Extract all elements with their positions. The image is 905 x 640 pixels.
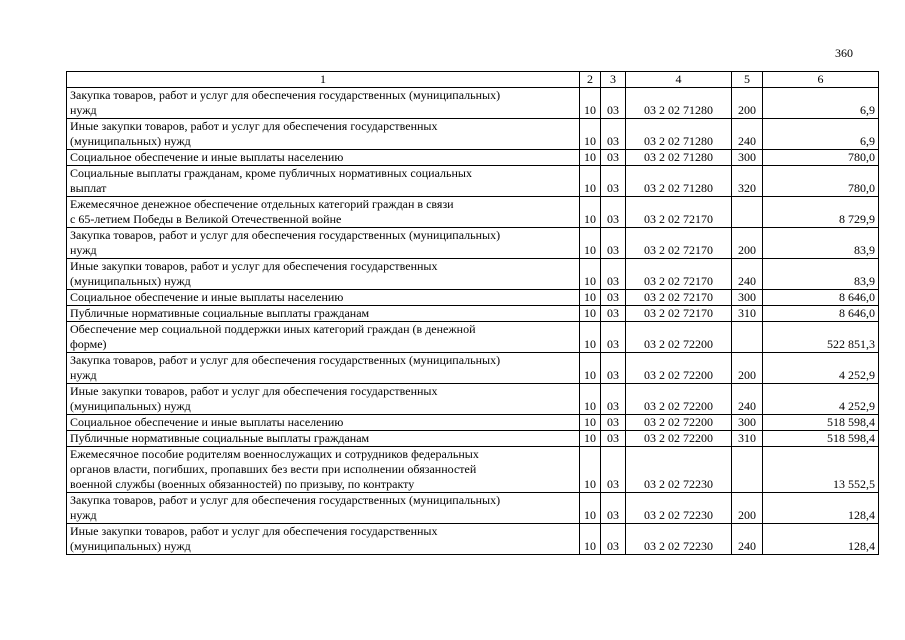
row-target-article: 03 2 02 72170 xyxy=(626,259,732,290)
row-section: 10 xyxy=(580,306,601,322)
row-name: Иные закупки товаров, работ и услуг для обеспечения государственных (муниципальных) нужд xyxy=(67,524,580,555)
row-subsection: 03 xyxy=(601,290,626,306)
row-amount: 4 252,9 xyxy=(763,384,879,415)
row-name: Иные закупки товаров, работ и услуг для обеспечения государственных (муниципальных) нужд xyxy=(67,119,580,150)
row-expense-type: 200 xyxy=(732,493,763,524)
row-name: Закупка товаров, работ и услуг для обеспечения государственных (муниципальных) нужд xyxy=(67,228,580,259)
row-subsection: 03 xyxy=(601,384,626,415)
row-target-article: 03 2 02 72170 xyxy=(626,290,732,306)
row-name: Ежемесячное денежное обеспечение отдельных категорий граждан в связи с 65-летием Победы в Великой Отечественной войне xyxy=(67,197,580,228)
row-amount: 83,9 xyxy=(763,259,879,290)
row-section: 10 xyxy=(580,447,601,493)
row-expense-type: 320 xyxy=(732,166,763,197)
table-row xyxy=(67,228,879,259)
row-target-article: 03 2 02 71280 xyxy=(626,119,732,150)
row-amount: 518 598,4 xyxy=(763,415,879,431)
row-amount: 128,4 xyxy=(763,524,879,555)
row-subsection: 03 xyxy=(601,150,626,166)
row-target-article: 03 2 02 72170 xyxy=(626,228,732,259)
row-section: 10 xyxy=(580,431,601,447)
row-expense-type: 200 xyxy=(732,88,763,119)
table-row xyxy=(67,431,879,447)
row-name: Иные закупки товаров, работ и услуг для обеспечения государственных (муниципальных) нужд xyxy=(67,259,580,290)
row-amount: 8 646,0 xyxy=(763,306,879,322)
row-expense-type: 300 xyxy=(732,150,763,166)
row-subsection: 03 xyxy=(601,228,626,259)
row-target-article: 03 2 02 72200 xyxy=(626,415,732,431)
row-amount: 128,4 xyxy=(763,493,879,524)
row-expense-type xyxy=(732,197,763,228)
column-header: 3 xyxy=(601,72,626,88)
row-amount: 518 598,4 xyxy=(763,431,879,447)
row-name: Социальное обеспечение и иные выплаты населению xyxy=(67,290,580,306)
row-amount: 13 552,5 xyxy=(763,447,879,493)
header-row xyxy=(67,72,879,88)
row-amount: 780,0 xyxy=(763,150,879,166)
row-subsection: 03 xyxy=(601,353,626,384)
row-expense-type: 310 xyxy=(732,431,763,447)
column-header: 2 xyxy=(580,72,601,88)
column-header: 1 xyxy=(67,72,580,88)
row-name: Закупка товаров, работ и услуг для обеспечения государственных (муниципальных) нужд xyxy=(67,493,580,524)
row-name: Закупка товаров, работ и услуг для обеспечения государственных (муниципальных) нужд xyxy=(67,353,580,384)
row-subsection: 03 xyxy=(601,306,626,322)
table-row xyxy=(67,306,879,322)
row-subsection: 03 xyxy=(601,431,626,447)
table-row xyxy=(67,290,879,306)
row-expense-type: 200 xyxy=(732,353,763,384)
row-target-article: 03 2 02 72230 xyxy=(626,447,732,493)
table-row xyxy=(67,493,879,524)
row-target-article: 03 2 02 72230 xyxy=(626,493,732,524)
row-expense-type xyxy=(732,322,763,353)
table-row xyxy=(67,150,879,166)
row-subsection: 03 xyxy=(601,166,626,197)
row-name: Закупка товаров, работ и услуг для обеспечения государственных (муниципальных) нужд xyxy=(67,88,580,119)
row-target-article: 03 2 02 72230 xyxy=(626,524,732,555)
column-header: 4 xyxy=(626,72,732,88)
row-expense-type xyxy=(732,447,763,493)
row-name: Обеспечение мер социальной поддержки иных категорий граждан (в денежной форме) xyxy=(67,322,580,353)
row-subsection: 03 xyxy=(601,322,626,353)
row-section: 10 xyxy=(580,322,601,353)
row-target-article: 03 2 02 71280 xyxy=(626,166,732,197)
row-target-article: 03 2 02 72200 xyxy=(626,353,732,384)
row-subsection: 03 xyxy=(601,119,626,150)
table-row xyxy=(67,119,879,150)
row-name: Публичные нормативные социальные выплаты гражданам xyxy=(67,306,580,322)
row-target-article: 03 2 02 72200 xyxy=(626,431,732,447)
row-subsection: 03 xyxy=(601,415,626,431)
row-amount: 522 851,3 xyxy=(763,322,879,353)
row-target-article: 03 2 02 72200 xyxy=(626,322,732,353)
row-target-article: 03 2 02 72170 xyxy=(626,197,732,228)
row-section: 10 xyxy=(580,119,601,150)
row-target-article: 03 2 02 71280 xyxy=(626,88,732,119)
page-number: 360 xyxy=(835,46,853,60)
row-amount: 6,9 xyxy=(763,119,879,150)
row-section: 10 xyxy=(580,384,601,415)
table-row xyxy=(67,353,879,384)
row-section: 10 xyxy=(580,228,601,259)
row-amount: 4 252,9 xyxy=(763,353,879,384)
table-row xyxy=(67,166,879,197)
row-section: 10 xyxy=(580,415,601,431)
row-amount: 83,9 xyxy=(763,228,879,259)
row-expense-type: 240 xyxy=(732,119,763,150)
row-subsection: 03 xyxy=(601,197,626,228)
row-expense-type: 310 xyxy=(732,306,763,322)
row-name: Иные закупки товаров, работ и услуг для обеспечения государственных (муниципальных) нужд xyxy=(67,384,580,415)
row-section: 10 xyxy=(580,259,601,290)
row-amount: 8 646,0 xyxy=(763,290,879,306)
row-amount: 780,0 xyxy=(763,166,879,197)
row-subsection: 03 xyxy=(601,447,626,493)
row-section: 10 xyxy=(580,197,601,228)
table-row xyxy=(67,197,879,228)
row-subsection: 03 xyxy=(601,524,626,555)
row-section: 10 xyxy=(580,166,601,197)
column-header: 6 xyxy=(763,72,879,88)
row-section: 10 xyxy=(580,524,601,555)
row-section: 10 xyxy=(580,150,601,166)
table-row xyxy=(67,447,879,493)
budget-table xyxy=(66,71,879,555)
row-subsection: 03 xyxy=(601,493,626,524)
table-row xyxy=(67,88,879,119)
row-section: 10 xyxy=(580,290,601,306)
row-expense-type: 300 xyxy=(732,415,763,431)
row-expense-type: 300 xyxy=(732,290,763,306)
row-section: 10 xyxy=(580,353,601,384)
table-row xyxy=(67,384,879,415)
row-section: 10 xyxy=(580,88,601,119)
row-amount: 6,9 xyxy=(763,88,879,119)
row-target-article: 03 2 02 72200 xyxy=(626,384,732,415)
table-body xyxy=(67,88,879,555)
row-target-article: 03 2 02 72170 xyxy=(626,306,732,322)
table-row xyxy=(67,415,879,431)
table-row xyxy=(67,524,879,555)
row-expense-type: 200 xyxy=(732,228,763,259)
row-subsection: 03 xyxy=(601,88,626,119)
row-expense-type: 240 xyxy=(732,259,763,290)
row-name: Ежемесячное пособие родителям военнослужащих и сотрудников федеральных органов власти, погибших, пропавших без вести при исполнении обязанностей военной службы (военных обязанностей) по призыву, по контракту xyxy=(67,447,580,493)
row-subsection: 03 xyxy=(601,259,626,290)
row-expense-type: 240 xyxy=(732,524,763,555)
row-name: Публичные нормативные социальные выплаты гражданам xyxy=(67,431,580,447)
row-section: 10 xyxy=(580,493,601,524)
row-name: Социальные выплаты гражданам, кроме публичных нормативных социальных выплат xyxy=(67,166,580,197)
table-row xyxy=(67,322,879,353)
row-expense-type: 240 xyxy=(732,384,763,415)
row-target-article: 03 2 02 71280 xyxy=(626,150,732,166)
row-amount: 8 729,9 xyxy=(763,197,879,228)
table-row xyxy=(67,259,879,290)
row-name: Социальное обеспечение и иные выплаты населению xyxy=(67,415,580,431)
column-header: 5 xyxy=(732,72,763,88)
row-name: Социальное обеспечение и иные выплаты населению xyxy=(67,150,580,166)
